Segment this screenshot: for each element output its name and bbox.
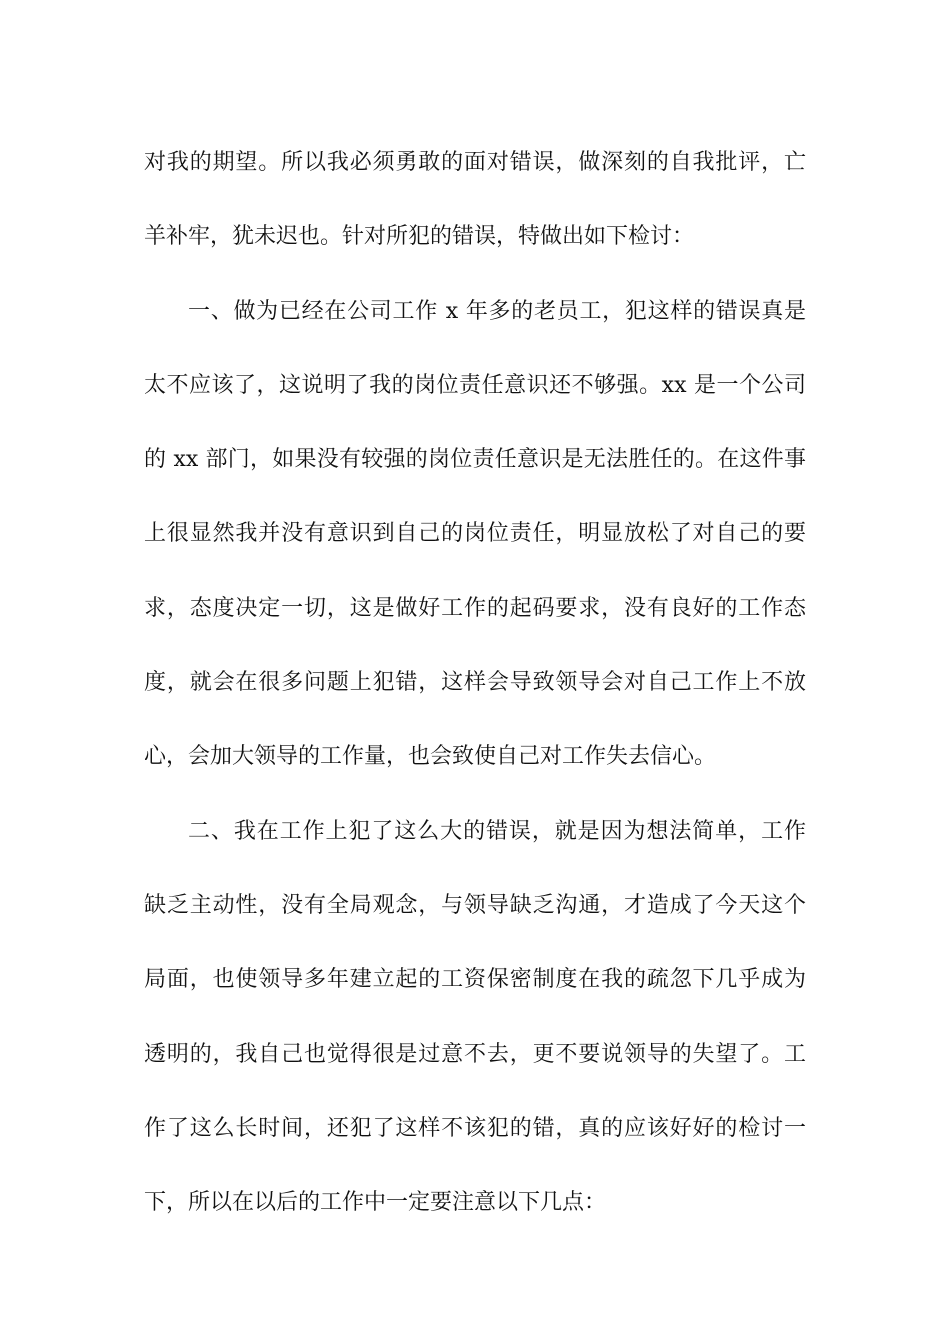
paragraph-first-line: 二、我在工作上犯了这么大的错误，就是因为想法简单，工作	[188, 818, 806, 844]
text-line: 下，所以在以后的工作中一定要注意以下几点：	[144, 1190, 607, 1216]
text-line: 对我的期望。所以我必须勇敢的面对错误，做深刻的自我批评，亡	[144, 150, 806, 175]
text-line: 心，会加大领导的工作量，也会致使自己对工作失去信心。	[144, 744, 717, 770]
text-line: 上很显然我并没有意识到自己的岗位责任，明显放松了对自己的要	[144, 521, 806, 547]
text-line: 局面，也使领导多年建立起的工资保密制度在我的疏忽下几乎成为	[144, 967, 806, 993]
text-line: 求，态度决定一切，这是做好工作的起码要求，没有良好的工作态	[144, 595, 806, 621]
text-line: 羊补牢，犹未迟也。针对所犯的错误，特做出如下检讨：	[144, 224, 695, 250]
body-text	[144, 126, 806, 1240]
text-line: 透明的，我自己也觉得很是过意不去，更不要说领导的失望了。工	[144, 1041, 806, 1067]
text-line: 的 xx 部门，如果没有较强的岗位责任意识是无法胜任的。在这件事	[144, 447, 806, 473]
paragraph-first-line: 一、做为已经在公司工作 x 年多的老员工，犯这样的错误真是	[188, 298, 806, 324]
text-line: 缺乏主动性，没有全局观念，与领导缺乏沟通，才造成了今天这个	[144, 892, 806, 918]
text-line: 度，就会在很多问题上犯错，这样会导致领导会对自己工作上不放	[144, 670, 806, 696]
text-line: 太不应该了，这说明了我的岗位责任意识还不够强。xx 是一个公司	[144, 372, 806, 398]
text-line: 作了这么长时间，还犯了这样不该犯的错，真的应该好好的检讨一	[144, 1115, 806, 1141]
